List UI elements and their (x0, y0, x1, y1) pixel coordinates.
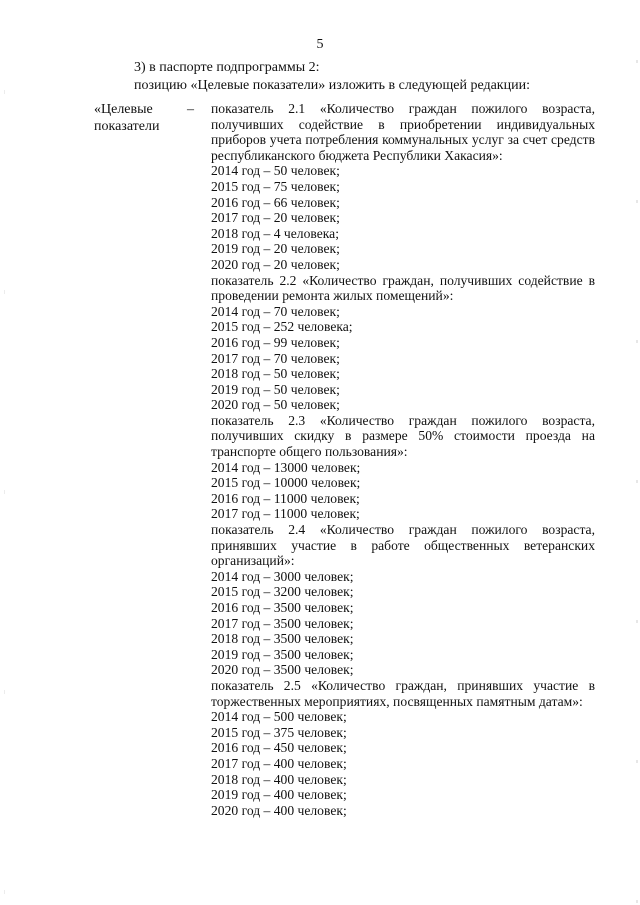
indicator-year-value: 2016 год – 66 человек; (211, 194, 340, 210)
indicator-year-value: 2018 год – 50 человек; (211, 366, 340, 382)
indicator-block (211, 413, 595, 522)
indicator-year-value: 2015 год – 10000 человек; (211, 475, 361, 491)
indicator-title: показатель 2.5 «Количество граждан, принявших участие в торжественных мероприятиях, посвященных памятным датам»: (211, 677, 595, 709)
indicator-block (211, 273, 595, 413)
indicator-year-value: 2017 год – 70 человек; (211, 350, 340, 366)
indicator-year-value: 2017 год – 11000 человек; (211, 506, 360, 522)
indicator-year-value: 2015 год – 3200 человек; (211, 584, 354, 600)
indicator-year-value: 2014 год – 70 человек; (211, 303, 340, 319)
page-number: 5 (316, 37, 324, 52)
indicator-year-value: 2019 год – 50 человек; (211, 381, 340, 397)
indicator-year-value: 2014 год – 50 человек; (211, 163, 340, 179)
indicator-year-value: 2017 год – 3500 человек; (211, 615, 354, 631)
indicator-year-value: 2015 год – 375 человек; (211, 724, 347, 740)
indicator-title: показатель 2.3 «Количество граждан пожилого возраста, получивших скидку в размере 50% стоимости проезда на транспорте общего пользования»: (211, 412, 595, 460)
indicator-year-value: 2019 год – 400 человек; (211, 787, 347, 803)
indicator-year-value: 2019 год – 20 человек; (211, 241, 340, 257)
indicator-year-value: 2020 год – 20 человек; (211, 256, 340, 272)
indicator-year-value: 2016 год – 99 человек; (211, 334, 340, 350)
indicator-year-value: 2014 год – 13000 человек; (211, 459, 361, 475)
indicator-year-value: 2018 год – 3500 человек; (211, 631, 354, 647)
indicator-year-value: 2016 год – 3500 человек; (211, 600, 354, 615)
indicator-year-value: 2020 год – 3500 человек; (211, 662, 354, 678)
intro-line-1: 3) в паспорте подпрограммы 2: (134, 60, 320, 75)
indicator-title: показатель 2.1 «Количество граждан пожилого возраста, получивших содействие в приобретении индивидуальных приборов учета потребления коммунальных услуг за счет средств республиканского бюджета Республики Хакасия»: (211, 101, 595, 163)
indicator-year-value: 2018 год – 4 человека; (211, 225, 339, 241)
indicator-year-value: 2018 год – 400 человек; (211, 771, 347, 787)
indicator-year-value: 2014 год – 500 человек; (211, 709, 347, 725)
indicator-title: показатель 2.4 «Количество граждан пожилого возраста, принявших участие в работе общественных ветеранских организаций»: (211, 522, 595, 569)
intro-line-2: позицию «Целевые показатели» изложить в следующей редакции: (134, 78, 530, 93)
indicator-year-value: 2016 год – 11000 человек; (211, 490, 360, 506)
target-indicators-label: «Целевые показатели (94, 102, 160, 134)
label-dash: – (187, 102, 194, 117)
indicator-block (211, 522, 595, 678)
scan-edge-left (4, 0, 5, 905)
indicator-year-value: 2015 год – 75 человек; (211, 178, 340, 194)
indicator-block (211, 101, 595, 273)
indicator-year-value: 2014 год – 3000 человек; (211, 568, 354, 584)
indicator-year-value: 2020 год – 400 человек; (211, 802, 347, 818)
indicator-year-value: 2017 год – 400 человек; (211, 755, 347, 771)
indicator-year-value: 2020 год – 50 человек; (211, 397, 340, 413)
indicator-year-value: 2019 год – 3500 человек; (211, 646, 354, 662)
indicator-block (211, 678, 595, 818)
indicator-year-value: 2016 год – 450 человек; (211, 740, 347, 756)
indicator-year-value: 2017 год – 20 человек; (211, 210, 340, 226)
indicator-title: показатель 2.2 «Количество граждан, получивших содействие в проведении ремонта жилых помещений»: (211, 272, 595, 304)
scan-edge-right (636, 0, 638, 905)
indicators-content (211, 101, 595, 818)
indicator-year-value: 2015 год – 252 человека; (211, 319, 353, 335)
